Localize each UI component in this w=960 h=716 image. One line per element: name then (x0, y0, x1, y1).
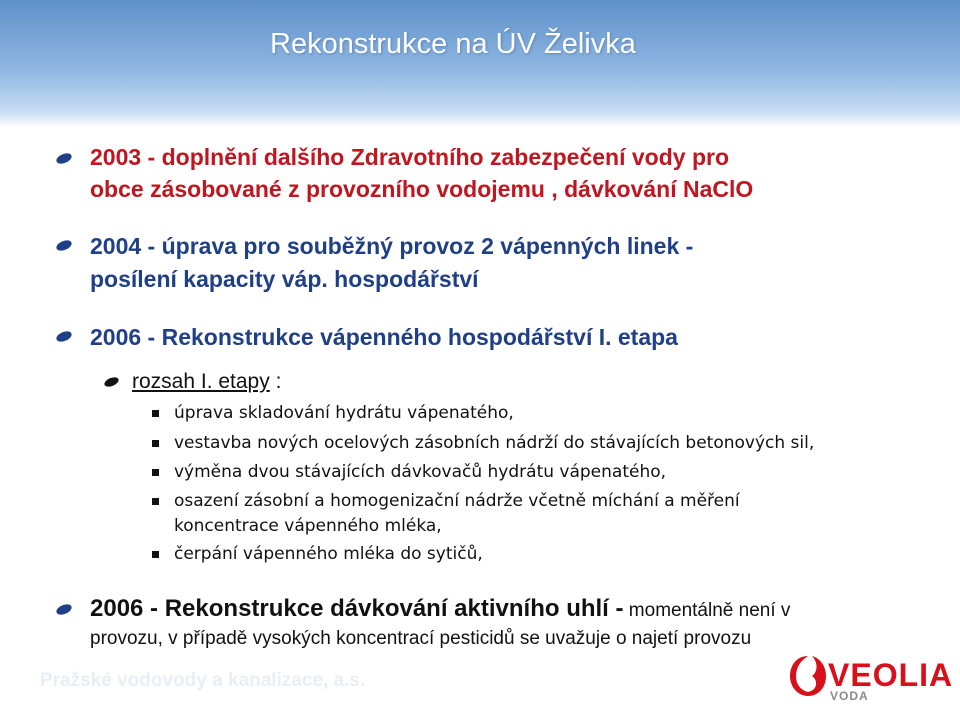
bullet-icon (55, 151, 73, 165)
item-2006-carbon-bold: 2006 - Rekonstrukce dávkování aktivního uhlí - (90, 595, 624, 622)
square-bullet-icon (152, 469, 159, 476)
header-banner (0, 0, 960, 127)
slide-title: Rekonstrukce na ÚV Želivka (270, 28, 636, 60)
logo-name: VEOLIA (828, 657, 954, 693)
item-2003-line2: obce zásobované z provozního vodojemu , dávkování NaClO (90, 176, 754, 202)
veolia-logo (788, 650, 954, 706)
scope-item: úprava skladování hydrátu vápenatého, (174, 403, 514, 423)
item-2006-carbon-line2: provozu, v případě vysokých koncentrací pesticidů se uvažuje o najetí provozu (90, 628, 752, 649)
square-bullet-icon (152, 551, 159, 558)
item-2006-line: 2006 - Rekonstrukce vápenného hospodářství I. etapa (90, 324, 678, 350)
square-bullet-icon (152, 440, 159, 447)
bullet-icon (55, 602, 73, 616)
item-2006-carbon-line1 (90, 595, 790, 623)
scope-item: čerpání vápenného mléka do sytičů, (174, 544, 483, 564)
scope-heading (132, 370, 281, 394)
footer-company: Pražské vodovody a kanalizace, a.s. (40, 670, 366, 691)
scope-item: vestavba nových ocelových zásobních nádrží do stávajících betonových sil, (174, 433, 815, 453)
item-2003-line1: 2003 - doplnění dalšího Zdravotního zabezpečení vody pro (90, 144, 729, 170)
scope-colon: : (269, 370, 282, 393)
scope-item: výměna dvou stávajících dávkovačů hydrátu vápenatého, (174, 462, 667, 482)
scope-item-continuation: koncentrace vápenného mléka, (174, 516, 442, 536)
item-2004-line1: 2004 - úprava pro souběžný provoz 2 vápenných linek - (90, 233, 694, 259)
sub-bullet-icon (103, 375, 120, 388)
item-2004-line2: posílení kapacity váp. hospodářství (90, 266, 479, 292)
scope-item: osazení zásobní a homogenizační nádrže včetně míchání a měření (174, 491, 740, 511)
bullet-icon (55, 238, 73, 252)
item-2006-carbon-status: momentálně není v (623, 600, 791, 621)
square-bullet-icon (152, 410, 159, 417)
bullet-icon (55, 329, 73, 343)
square-bullet-icon (152, 498, 159, 505)
scope-label: rozsah I. etapy (132, 370, 270, 393)
logo-sub: VODA (830, 689, 869, 703)
veolia-logo-icon (788, 652, 828, 700)
